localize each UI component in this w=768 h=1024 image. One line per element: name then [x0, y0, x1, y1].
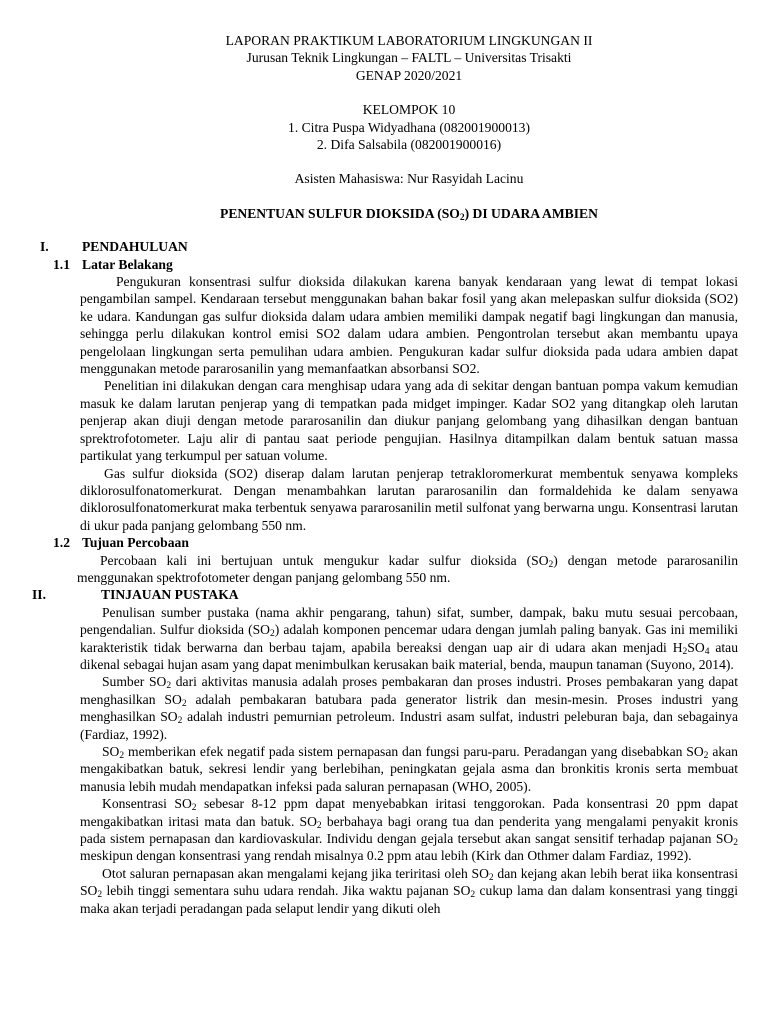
section-1-title: PENDAHULUAN [82, 239, 188, 255]
subsection-1-2-title: Tujuan Percobaan [82, 535, 189, 551]
paragraph-latar-3: Gas sulfur dioksida (SO2) diserap dalam larutan penjerap tetrakloromerkurat membentuk senyawa kompleks diklorosulfonatomerkurat. Dengan menambahkan larutan pararosanilin dan formaldehida ke dalam senyawa diklorosulfonatomerkurat maka terbentuk senyawa pararosanilin metil sulfonat yang berwarna ungu. Konsentrasi larutan di ukur pada panjang gelombang 550 nm. [80, 465, 738, 533]
section-2-title: TINJAUAN PUSTAKA [101, 587, 239, 603]
subsection-1-1-number: 1.1 [53, 256, 70, 272]
header-line-3: GENAP 2020/2021 [355, 67, 463, 83]
subsection-1-1-title: Latar Belakang [82, 256, 173, 272]
header-line-2: Jurusan Teknik Lingkungan – FALTL – Universitas Trisakti [246, 50, 572, 66]
paragraph-tujuan: Percobaan kali ini bertujuan untuk mengukur kadar sulfur dioksida $(SO_2)$ dengan metode pararosanilin menggunakan spektrofotometer dengan panjang gelombang 550 nm. [77, 552, 738, 585]
section-2-heading [32, 586, 738, 603]
group-label: KELOMPOK 10 [362, 102, 456, 118]
paragraph-tinjauan-1: Penulisan sumber pustaka (nama akhir pengarang, tahun) sifat, sumber, dampak, baku mutu sesuai percobaan, pengendalian. Sulfur dioksida $(SO_2)$ adalah komponen pencemar udara dengan jumlah paling banyak. Gas ini memiliki karakteristik tidak berwarna dan berbau tajam, apabila bereaksi dengan uap air di udara akan menjadi $H_2SO_4$ atau dikenal sebagai hujan asam yang dapat menimbulkan kerusakan baik material, benda, maupun tanaman (Suyono, 2014). [80, 604, 739, 672]
assistant-line: Asisten Mahasiswa: Nur Rasyidah Lacinu [294, 171, 524, 187]
header-line-1: LAPORAN PRAKTIKUM LABORATORIUM LINGKUNGAN II [225, 33, 593, 48]
paragraph-tinjauan-2: Sumber $SO_2$ dari aktivitas manusia adalah proses pembakaran dan proses industri. Proses pembakaran yang dapat menghasilkan $SO_2$ adalah pembakaran batubara pada generator listrik dan mesin-mesin. Proses industri yang menghasilkan $SO_2$ adalah industri pemurnian petroleum. Industri asam sulfat, industri peleburan baja, dan sebagainya (Fardiaz, 1992). [80, 674, 739, 742]
member-2: 2. Difa Salsabila (082001900016) [316, 137, 502, 153]
paragraph-tinjauan-3: $SO_2$ memberikan efek negatif pada sistem pernapasan dan fungsi paru-paru. Peradangan yang disebabkan $SO_2$ akan mengakibatkan batuk, sekresi lendir yang berlebihan, peningkatan gejala asma dan bronkitis kronis serta membuat manusia lebih mudah mendapatkan infeksi pada saluran pernapasan (WHO, 2005). [80, 743, 738, 794]
paragraph-latar-1: Pengukuran konsentrasi sulfur dioksida dilakukan karena banyak kendaraan yang lewat di tempat lokasi pengambilan sampel. Kendaraan tersebut menggunakan bahan bakar fosil yang akan melepaskan sulfur dioksida (SO2) ke udara. Kandungan gas sulfur dioksida dalam udara ambien memiliki dampak negatif bagi lingkungan dan manusia, sehingga perlu dilakukan kontrol emisi SO2 dalam udara ambien. Pengontrolan tersebut akan membantu upaya pengelolaan lingkungan serta pemulihan udara ambien. Pengukuran kadar sulfur dioksida pada udara ambien dapat menggunakan metode pararosanilin yang memanfaatkan absorbansi SO2. [80, 274, 738, 377]
section-1-heading [40, 238, 738, 255]
section-1-number: I. [40, 239, 49, 255]
section-2-number: II. [32, 587, 46, 603]
subsection-1-1-heading [53, 256, 738, 273]
tinjauan-pustaka-body [80, 604, 738, 917]
member-1: 1. Citra Puspa Widyadhana (082001900013) [288, 119, 530, 135]
paragraph-tinjauan-5: Otot saluran pernapasan akan mengalami kejang jika teriritasi oleh $SO_2$ dan kejang akan lebih berat iika konsentrasi $SO_2$ lebih tinggi sementara suhu udara rendah. Jika waktu pajanan $SO_2$ cukup lama dan dalam konsentrasi yang tinggi maka akan terjadi peradangan pada selaput lendir yang dikuti oleh [80, 865, 738, 916]
report-header [80, 32, 738, 188]
subsection-1-2-heading [53, 534, 738, 551]
paragraph-tinjauan-4: Konsentrasi $SO_2$ sebesar 8-12 ppm dapat menyebabkan iritasi tenggorokan. Pada konsentrasi 20 ppm dapat mengakibatkan iritasi mata dan batuk. $SO_2$ berbahaya bagi orang tua dan penderita yang mengalami penyakit kronis pada sistem pernapasan dan kardiovaskular. Individu dengan gejala tersebut akan sangat sensitif terhadap pajanan $SO_2$ meskipun dengan konsentrasi yang rendah misalnya 0.2 ppm atau lebih (Kirk dan Othmer dalam Fardiaz, 1992). [80, 796, 738, 864]
document-title: PENENTUAN SULFUR DIOKSIDA $(SO_2)$ DI UDARA AMBIEN [220, 205, 598, 223]
subsection-1-2-number: 1.2 [53, 535, 70, 551]
paragraph-latar-2: Penelitian ini dilakukan dengan cara menghisap udara yang ada di sekitar dengan bantuan pompa vakum kemudian masuk ke dalam larutan penjerap yang di tempatkan pada midget impinger. Kadar SO2 yang ditangkap oleh larutan penjerap akan diuji dengan metode pararosanilin dan diukur panjang gelombang yang dihasilkan dengan bantuan sprektrofotometer. Laju alir di pantau saat periode pengujian. Hasilnya ditampilkan dalam bentuk satuan massa partikulat yang terkumpul per satuan volume. [80, 378, 738, 464]
